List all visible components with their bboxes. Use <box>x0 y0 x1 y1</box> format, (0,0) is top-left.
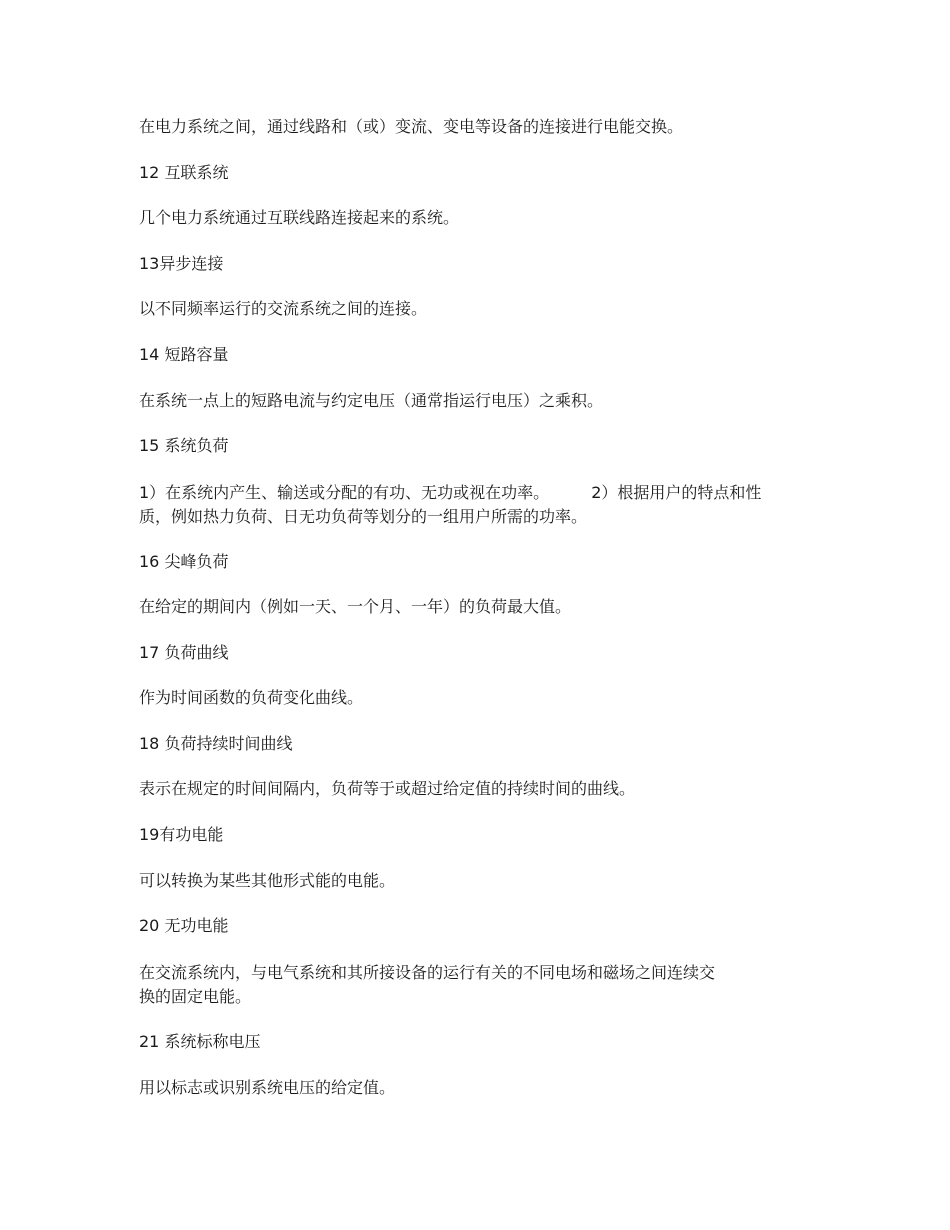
definition-text: 以不同频率运行的交流系统之间的连接。 <box>139 299 428 318</box>
definition-text: 可以转换为某些其他形式能的电能。 <box>139 871 396 890</box>
definition-text <box>139 480 819 505</box>
definition-part: 1）在系统内产生、输送或分配的有功、无功或视在功率。 <box>139 483 550 502</box>
definition-text: 表示在规定的时间间隔内，负荷等于或超过给定值的持续时间的曲线。 <box>139 779 636 798</box>
definition-text: 在系统一点上的短路电流与约定电压（通常指运行电压）之乘积。 <box>139 391 604 410</box>
term-heading: 13异步连接 <box>139 254 224 273</box>
definition-text: 质，例如热力负荷、日无功负荷等划分的一组用户所需的功率。 <box>139 507 588 526</box>
definition-text: 换的固定电能。 <box>139 987 252 1006</box>
definition-text: 在给定的期间内（例如一天、一个月、一年）的负荷最大值。 <box>139 597 572 616</box>
term-heading: 19有功电能 <box>139 825 224 844</box>
definition-part: 2）根据用户的特点和性 <box>591 483 762 502</box>
term-heading: 15 系统负荷 <box>139 436 229 455</box>
term-heading: 12 互联系统 <box>139 163 229 182</box>
definition-text: 作为时间函数的负荷变化曲线。 <box>139 688 364 707</box>
term-heading: 16 尖峰负荷 <box>139 552 229 571</box>
term-heading: 17 负荷曲线 <box>139 643 229 662</box>
definition-text: 在交流系统内，与电气系统和其所接设备的运行有关的不同电场和磁场之间连续交 <box>139 963 716 982</box>
term-heading: 21 系统标称电压 <box>139 1032 261 1051</box>
definition-text: 几个电力系统通过互联线路连接起来的系统。 <box>139 208 460 227</box>
term-heading: 18 负荷持续时间曲线 <box>139 734 293 753</box>
term-heading: 14 短路容量 <box>139 345 229 364</box>
definition-text: 在电力系统之间，通过线路和（或）变流、变电等设备的连接进行电能交换。 <box>139 117 684 136</box>
definition-text: 用以标志或识别系统电压的给定值。 <box>139 1078 396 1097</box>
term-heading: 20 无功电能 <box>139 916 229 935</box>
